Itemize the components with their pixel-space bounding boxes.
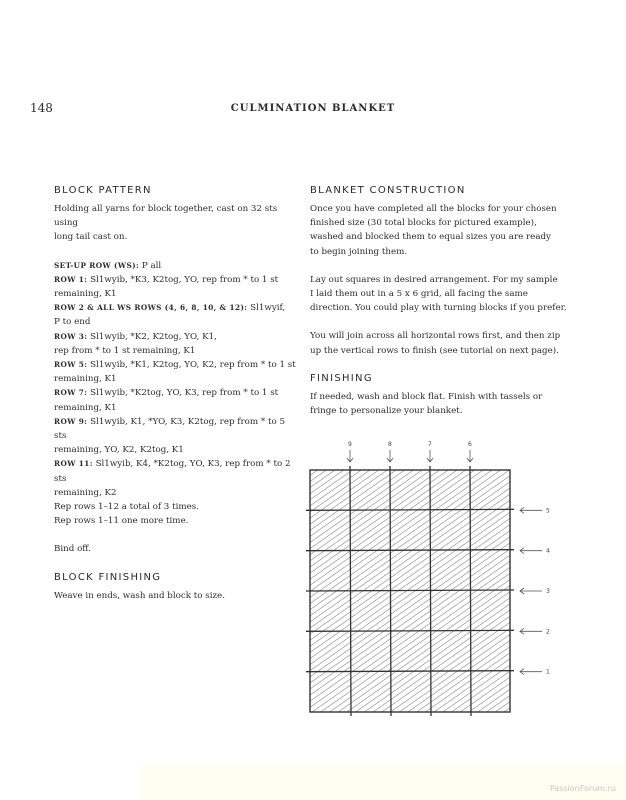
down-arrow-icon (347, 450, 353, 462)
row-label: ROW 3: (54, 331, 88, 341)
footer-band (142, 766, 626, 800)
left-arrow-icon (520, 507, 542, 513)
construction-p2-l1: Lay out squares in desired arrangement. For my sample (310, 274, 558, 285)
pattern-rows (54, 259, 300, 500)
row-label: ROW 9: (54, 416, 88, 426)
row-seam-label: 3 (546, 588, 550, 595)
right-column (310, 184, 580, 418)
page-number: 148 (30, 101, 53, 115)
row-seam-label: 4 (546, 547, 550, 555)
intro-line-1: Holding all yarns for block together, cast on 32 sts using (54, 204, 278, 229)
row-text: Sl1wyib, *K2tog, YO, K3, rep from * to 1 st (87, 388, 279, 399)
pattern-row-continuation: P to end (54, 317, 91, 328)
row-label: SET-UP ROW (WS): (54, 260, 140, 270)
left-arrow-icon (520, 548, 542, 554)
finishing-line-1: If needed, wash and block flat. Finish with tassels or (310, 391, 543, 402)
down-arrow-icon (387, 450, 393, 462)
construction-p1-l4: to begin joining them. (310, 246, 408, 257)
row-text: Sl1wyib, *K2, K2tog, YO, K1, (87, 331, 217, 342)
pattern-row (54, 386, 300, 400)
row-label: ROW 5: (54, 360, 88, 370)
block-finishing-heading: BLOCK FINISHING (54, 571, 162, 583)
row-seam-label: 2 (546, 628, 550, 636)
left-arrow-icon (520, 669, 542, 675)
blanket-grid-sketch (296, 436, 556, 726)
left-arrow-icon (520, 588, 542, 594)
row-label: ROW 7: (54, 388, 88, 398)
pattern-row-continuation: remaining, K2 (54, 487, 117, 498)
row-text: Sl1wyif, (247, 303, 286, 314)
construction-p2-l3: direction. You could play with turning blocks if you prefer. (310, 303, 567, 314)
pattern-row-continuation: remaining, YO, K2, K2tog, K1 (54, 445, 184, 456)
pattern-row-continuation: rep from * to 1 st remaining, K1 (54, 345, 196, 356)
row-label: ROW 11: (54, 459, 93, 469)
block-pattern-heading: BLOCK PATTERN (54, 185, 152, 196)
down-arrow-icon (467, 450, 473, 462)
intro-line-2: long tail cast on. (54, 232, 128, 243)
finishing-line-2: fringe to personalize your blanket. (310, 406, 463, 417)
row-text: Sl1wyib, K1, *YO, K3, K2tog, rep from * to 5 sts (54, 416, 286, 442)
row-label: ROW 1: (54, 274, 88, 284)
blanket-construction-heading: BLANKET CONSTRUCTION (310, 185, 466, 196)
left-arrow-icon (520, 628, 542, 634)
pattern-row (54, 415, 300, 443)
pattern-row-continuation: remaining, K1 (54, 402, 117, 413)
down-arrow-icon (427, 450, 433, 462)
block-finishing-text: Weave in ends, wash and block to size. (54, 590, 225, 601)
pattern-row-continuation: remaining, K1 (54, 289, 117, 300)
repeat-line-1: Rep rows 1–12 a total of 3 times. (54, 502, 199, 513)
row-text: Sl1wyib, *K1, K2tog, YO, K2, rep from * to 1 st (87, 360, 296, 371)
pattern-row (54, 259, 300, 273)
finishing-heading: FINISHING (310, 372, 373, 384)
pattern-row (54, 457, 300, 485)
construction-p3-l2: up the vertical rows to finish (see tutorial on next page). (310, 345, 559, 356)
pattern-row (54, 330, 300, 344)
row-text: P all (139, 260, 162, 271)
watermark: PassionForum.ru (549, 784, 616, 793)
row-text: Sl1wyib, *K3, K2tog, YO, rep from * to 1 st (87, 274, 279, 285)
running-title: CULMINATION BLANKET (230, 103, 396, 114)
construction-p1-l3: washed and blocked them to equal sizes you are ready (310, 232, 551, 243)
pattern-row-continuation: remaining, K1 (54, 374, 117, 385)
row-seam-label: 5 (546, 507, 550, 515)
row-seam-label: 1 (546, 668, 550, 676)
column-seam-label: 7 (428, 441, 432, 448)
construction-p3-l1: You will join across all horizontal rows first, and then zip (310, 331, 561, 342)
left-column (54, 184, 300, 603)
construction-p2-l2: I laid them out in a 5 x 6 grid, all facing the same (310, 289, 528, 300)
pattern-row (54, 273, 300, 287)
construction-p1-l1: Once you have completed all the blocks for your chosen (310, 204, 557, 214)
row-text: Sl1wyib, K4, *K2tog, YO, K3, rep from * to 2 sts (54, 459, 291, 484)
construction-p1-l2: finished size (30 total blocks for pictured example), (310, 218, 537, 229)
pattern-row (54, 358, 300, 372)
bind-off-text: Bind off. (54, 544, 91, 555)
repeat-line-2: Rep rows 1–11 one more time. (54, 516, 189, 527)
row-label: ROW 2 & ALL WS ROWS (4, 6, 8, 10, & 12): (54, 303, 248, 313)
column-seam-label: 8 (388, 441, 392, 448)
column-seam-label: 9 (348, 441, 352, 448)
pattern-row (54, 301, 300, 315)
column-seam-label: 6 (468, 441, 472, 448)
